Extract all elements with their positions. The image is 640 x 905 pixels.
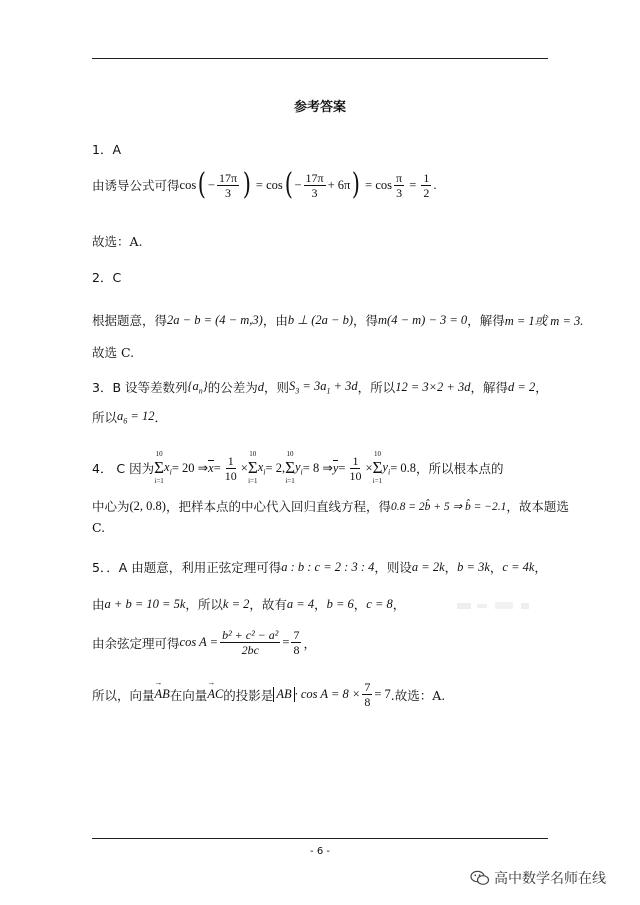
q4-frac-2: $\frac{1}{10}$ — [349, 453, 362, 483]
q2-expr1: 2a − b = (4 − m,3) — [167, 312, 263, 327]
q4-line1: 4． C 因为 10 Σ i=1 $x_i$ = 20 ⇒ x = $\frac{1}{10}$ × 10 Σ i=1 $x_i$ = 2, 10 Σ i=1 $y_i$ = 8 ⇒ y = $\frac{1}{10}$ × 10 Σ i=1 $y_i$ = 0.8 ，所以根本点的 — [92, 450, 504, 485]
q5-text-b: ，则设 — [374, 560, 412, 575]
q1-head: 1．A — [92, 142, 122, 157]
q2-expr3: m(4 − m) − 3 = 0 — [378, 312, 468, 327]
q2-line1 — [92, 311, 583, 329]
q4-frac-1: $\frac{1}{10}$ — [224, 453, 237, 483]
q1-rparen-1: ) — [242, 167, 251, 202]
watermark — [470, 868, 606, 888]
q5-vector-ac: → AC — [207, 687, 223, 702]
q3-d: d — [257, 379, 265, 394]
q5-vector-ab: → AB — [155, 687, 170, 702]
q1-cos-2: cos — [266, 177, 283, 192]
q1-equation: 由诱导公式可得 cos ( − $\frac{17\pi}{3}$ ) = cos ( − $\frac{17\pi}{3}$ + 6π ) = cos $\frac{\pi}{3}$ = $\frac{1}{2}$ . — [92, 167, 437, 202]
q5-a4: a = 4 — [286, 596, 315, 611]
q4-center-point: (2, 0.8) — [129, 498, 166, 513]
q3-line2-a: 所以 — [92, 410, 118, 425]
top-rule — [92, 58, 548, 59]
q5-line3: 由余弦定理可得 cos A = $\frac{\text{b² + c² − a²}}{2bc}$ = $\frac{7}{8}$ ， — [92, 628, 316, 657]
q2-head: 2．C — [92, 270, 122, 285]
q3-text-e: ，所以 — [357, 380, 396, 395]
q4-sum-3: 10 Σ i=1 — [285, 450, 295, 485]
q5-line4-f: .故选：A. — [390, 687, 446, 703]
q4-regression-eq: 0.8 = 2b̂ + 5 ⇒ b̂ = −2.1 — [390, 501, 507, 513]
q5-abs-ab: AB — [273, 687, 294, 702]
q5-cosA: cos A = — [179, 635, 219, 649]
q5-k: k = 2 — [222, 596, 250, 611]
page-number: - 6 - — [310, 846, 330, 857]
q3-eq3: d = 2 — [508, 379, 536, 394]
q5-line4-b: 在向量 — [169, 687, 208, 703]
q3-a6: $a_6 = 12$ — [117, 408, 155, 426]
q4-tail1: ，所以根本点的 — [416, 461, 504, 476]
q3-line1 — [92, 378, 548, 396]
q4-line2-c: ，故本题选 — [506, 499, 569, 514]
watermark-text: 高中数学名师在线 — [494, 871, 606, 887]
q2-conclusion: 故选 C. — [92, 345, 135, 360]
q1-frac-2: $\frac{17\pi}{3}$ — [305, 170, 324, 200]
q3-text-f: ，解得 — [470, 380, 509, 395]
q3-eq1: $S_3 = 3a_1 + 3d$ — [289, 378, 358, 396]
q2-expr4: m = 1或 m = 3. — [504, 314, 584, 328]
q5-ratio: a : b : c = 2 : 3 : 4 — [281, 559, 375, 574]
q3-head: 3．B 设等差数列 — [92, 380, 188, 395]
q4-line2-a: 中心为 — [92, 499, 130, 514]
q4-line2-b: ，把样本点的中心代入回归直线方程，得 — [165, 499, 391, 514]
q4-y-result: = 0.8 — [390, 460, 417, 475]
q5-line2: 由 a + b = 10 = 5k ，所以 k = 2 ，故有 a = 4 ， b = 6 ， c = 8 ， — [92, 596, 406, 612]
q1-cos-3: cos — [375, 177, 393, 192]
q5-cos-frac: $\frac{\text{b² + c² − a²}}{2bc}$ — [222, 628, 279, 657]
q4-xbar: x — [208, 461, 214, 475]
q1-lparen-1: ( — [197, 167, 207, 202]
q5-head: 5．．A 由题意，利用正弦定理可得 — [92, 560, 282, 575]
q3-line2-b: ． — [154, 410, 167, 425]
q4-line3: C. — [92, 520, 106, 535]
q1-result: $\frac{1}{2}$ — [423, 170, 430, 200]
q5-line2-c: ，故有 — [249, 597, 287, 612]
q2-suffix1: ，得 — [352, 313, 378, 328]
q5-line4-d: · cos A = 8 × — [294, 687, 361, 701]
page-title: 参考答案 — [293, 100, 346, 115]
q5-b6: b = 6 — [326, 596, 354, 611]
q5-line4-a: 所以，向量 — [92, 687, 155, 703]
faint-scan-mark — [455, 600, 535, 612]
q1-cos-1: cos — [179, 177, 197, 192]
q2-prefix: 根据题意，得 — [92, 313, 168, 328]
q5-c4k: c = 4k — [502, 559, 535, 574]
q1-frac-3: $\frac{\pi}{3}$ — [396, 170, 403, 200]
q5-seven-eighths: $\frac{7}{8}$ — [293, 628, 300, 657]
q3-line2 — [92, 408, 167, 426]
q3-seq: $\{a_n\}$ — [187, 378, 208, 396]
q5-line1: 5．．A 由题意，利用正弦定理可得 a : b : c = 2 : 3 : 4 ，则设 a = 2k ， b = 3k ， c = 4k ， — [92, 559, 547, 575]
q4-ybar: y — [332, 461, 339, 475]
q4-x-eq: = 20 ⇒ — [171, 461, 209, 475]
q2-mid: ，由 — [262, 313, 288, 328]
q1-conclusion: 故选：A. — [92, 234, 143, 249]
q4-line2 — [92, 497, 569, 515]
q5-line4 — [92, 680, 445, 709]
q5-b3k: b = 3k — [457, 559, 490, 574]
q3-eq2: 12 = 3×2 + 3d — [395, 379, 471, 394]
q5-a2k: a = 2k — [411, 559, 445, 574]
q4-sum-1: 10 Σ i=1 — [154, 450, 165, 485]
q3-text-b: 的公差为 — [207, 380, 258, 395]
q5-line3-a: 由余弦定理可得 — [92, 635, 180, 651]
q4-sum-2: 10 Σ i=1 — [247, 450, 258, 485]
q4-head: 4． C 因为 — [92, 461, 155, 476]
q1-prefix: 由诱导公式可得 — [92, 178, 180, 193]
wechat-icon — [470, 870, 490, 886]
q3-text-c: ，则 — [264, 380, 290, 395]
q5-line2-b: ，所以 — [185, 597, 223, 612]
q5-line4-c: 的投影是 — [223, 687, 274, 703]
q4-x-result: = 2, — [265, 460, 286, 475]
q3-text-g: ， — [535, 380, 548, 395]
q2-expr2: b ⊥ (2a − b) — [287, 313, 353, 327]
q4-sum-4: 10 Σ i=1 — [372, 450, 383, 485]
bottom-rule — [92, 838, 548, 839]
q5-c8: c = 8 — [366, 596, 393, 611]
q2-suffix2: ，解得 — [467, 313, 505, 328]
q5-sum-eq: a + b = 10 = 5k — [104, 596, 186, 611]
q4-y-eq: = 8 ⇒ — [302, 461, 333, 475]
q5-line4-e: = 7 — [374, 687, 391, 701]
q1-plus6pi: + 6π — [327, 177, 351, 192]
q5-line2-a: 由 — [92, 597, 105, 612]
q5-line4-frac: $\frac{7}{8}$ — [364, 680, 371, 709]
q1-frac-1: $\frac{17\pi}{3}$ — [218, 170, 238, 200]
